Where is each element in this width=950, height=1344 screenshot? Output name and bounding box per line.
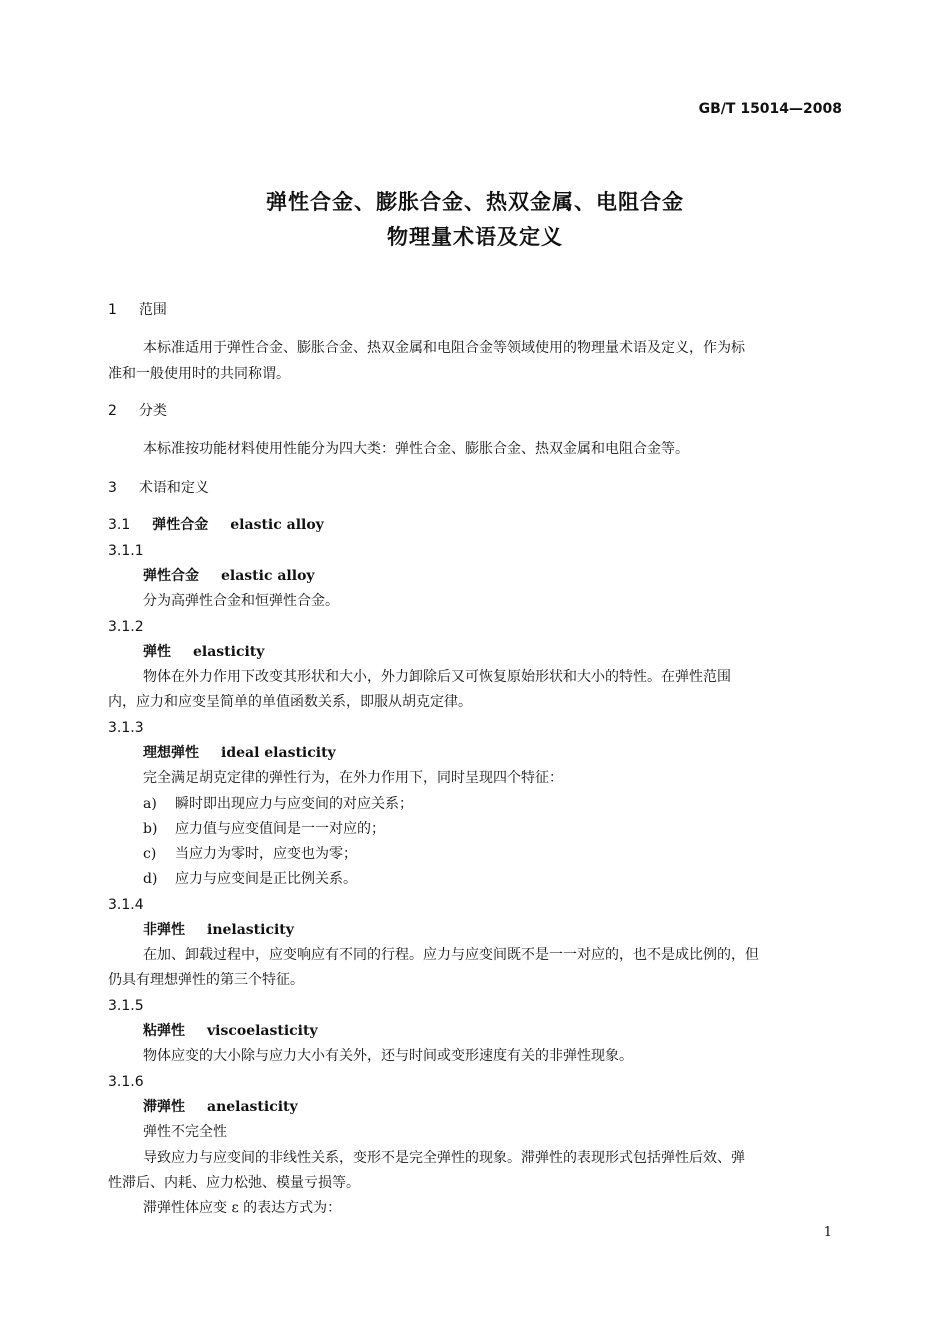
clause-3-1-6-definition-line3: 滞弹性体应变 ε 的表达方式为： (143, 1200, 342, 1216)
section-1-paragraph-line1: 本标准适用于弹性合金、膨胀合金、热双金属和电阻合金等领域使用的物理量术语及定义，作为标 (143, 340, 745, 356)
clause-3-1-6-term (143, 1097, 298, 1117)
clause-3-1-3-definition: 完全满足胡克定律的弹性行为，在外力作用下，同时呈现四个特征： (143, 770, 563, 786)
clause-number: 3.1 (108, 517, 131, 533)
list-text: 当应力为零时，应变也为零； (175, 846, 357, 862)
list-item (143, 794, 413, 814)
clause-3-1-5-definition: 物体应变的大小除与应力大小有关外，还与时间或变形速度有关的非弹性现象。 (143, 1048, 633, 1064)
clause-3-1-2-number: 3.1.2 (108, 619, 144, 635)
term-cn: 理想弹性 (143, 745, 199, 761)
term-cn: 滞弹性 (143, 1099, 185, 1115)
section-title: 范围 (138, 302, 167, 318)
clause-3-1-heading (108, 515, 324, 535)
term-en: elastic alloy (230, 517, 324, 533)
clause-3-1-1-number: 3.1.1 (108, 543, 144, 559)
list-label: d) (143, 871, 158, 887)
list-text: 应力值与应变值间是一一对应的； (175, 821, 385, 837)
page-number: 1 (823, 1225, 832, 1240)
term-cn: 粘弹性 (143, 1023, 185, 1039)
clause-3-1-5-number: 3.1.5 (108, 998, 144, 1014)
list-text: 瞬时即出现应力与应变间的对应关系； (175, 796, 413, 812)
section-2-heading (108, 401, 167, 421)
term-cn: 非弹性 (143, 922, 185, 938)
clause-3-1-1-definition: 分为高弹性合金和恒弹性合金。 (143, 593, 339, 609)
term-cn: 弹性合金 (143, 568, 199, 584)
term-en: viscoelasticity (207, 1023, 318, 1039)
section-3-heading (108, 478, 209, 498)
section-2-paragraph: 本标准按功能材料使用性能分为四大类：弹性合金、膨胀合金、热双金属和电阻合金等。 (143, 441, 689, 457)
standard-number: GB/T 15014—2008 (698, 101, 842, 117)
clause-3-1-4-number: 3.1.4 (108, 897, 144, 913)
term-en: ideal elasticity (221, 745, 336, 761)
term-cn: 弹性 (143, 644, 171, 660)
term-en: anelasticity (207, 1099, 298, 1115)
section-1-paragraph-line2: 准和一般使用时的共同称谓。 (108, 366, 290, 382)
list-item (143, 844, 357, 864)
term-cn: 弹性合金 (152, 517, 209, 533)
clause-3-1-6-alternate-term: 弹性不完全性 (143, 1124, 227, 1140)
section-number: 2 (108, 403, 117, 419)
list-item (143, 869, 357, 889)
list-label: a) (143, 796, 157, 812)
list-label: b) (143, 821, 158, 837)
list-text: 应力与应变间是正比例关系。 (175, 871, 357, 887)
document-title-line2: 物理量术语及定义 (387, 225, 563, 249)
clause-3-1-3-number: 3.1.3 (108, 720, 144, 736)
clause-3-1-2-definition-line1: 物体在外力作用下改变其形状和大小，外力卸除后又可恢复原始形状和大小的特性。在弹性范围 (143, 669, 731, 685)
term-en: inelasticity (207, 922, 294, 938)
clause-3-1-2-term (143, 642, 264, 662)
section-number: 3 (108, 480, 117, 496)
section-1-heading (108, 300, 167, 320)
term-en: elastic alloy (221, 568, 315, 584)
section-title: 分类 (138, 403, 167, 419)
section-title: 术语和定义 (138, 480, 209, 496)
clause-3-1-5-term (143, 1021, 318, 1041)
clause-3-1-6-definition-line1: 导致应力与应变间的非线性关系，变形不是完全弹性的现象。滞弹性的表现形式包括弹性后效、弹 (143, 1150, 745, 1166)
clause-3-1-2-definition-line2: 内，应力和应变呈简单的单值函数关系，即服从胡克定律。 (108, 694, 472, 710)
section-number: 1 (108, 302, 117, 318)
document-title-line1: 弹性合金、膨胀合金、热双金属、电阻合金 (266, 190, 684, 214)
list-item (143, 819, 385, 839)
clause-3-1-4-term (143, 920, 294, 940)
term-en: elasticity (193, 644, 265, 660)
list-label: c) (143, 846, 157, 862)
clause-3-1-1-term (143, 566, 315, 586)
clause-3-1-3-term (143, 743, 336, 763)
clause-3-1-4-definition-line1: 在加、卸载过程中，应变响应有不同的行程。应力与应变间既不是一一对应的，也不是成比例的，但 (143, 947, 759, 963)
clause-3-1-6-definition-line2: 性滞后、内耗、应力松弛、模量亏损等。 (108, 1175, 360, 1191)
clause-3-1-6-number: 3.1.6 (108, 1074, 144, 1090)
clause-3-1-4-definition-line2: 仍具有理想弹性的第三个特征。 (108, 972, 304, 988)
